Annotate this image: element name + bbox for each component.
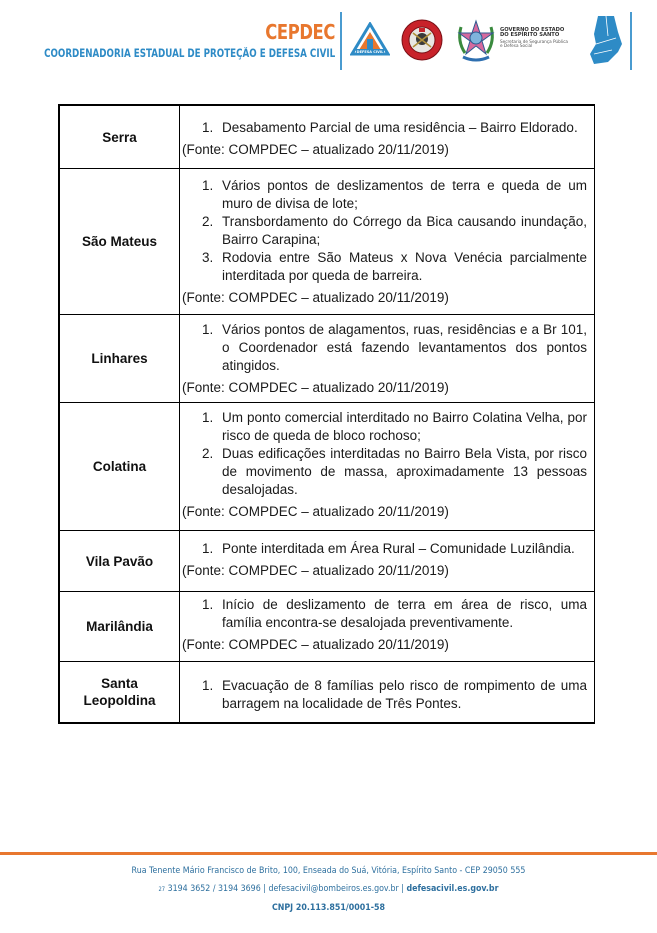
source-note: (Fonte: COMPDEC – atualizado 20/11/2019) [182,380,449,395]
area-code: 27 [158,886,166,893]
header-divider-right [630,12,632,70]
list-item: 1. Evacuação de 8 famílias pelo risco de rompimento de uma barragem na localidade de Três Pontes. [202,678,587,711]
description-cell [180,315,594,402]
list-item: 2. Duas edificações interditadas no Bairro Bela Vista, por risco de movimento de massa, aproximadamente 13 pessoas desalojadas. [202,446,587,497]
email-link[interactable]: defesacivil@bombeiros.es.gov.br [268,883,399,894]
source-note: (Fonte: COMPDEC – atualizado 20/11/2019) [182,290,449,305]
svg-text:DEFESA CIVIL: DEFESA CIVIL [356,50,384,54]
table-row [60,402,594,530]
footer-cnpj: CNPJ 20.113.851/0001-58 [271,902,386,913]
espirito-santo-coat-of-arms-icon [455,17,497,63]
defesa-civil-logo-icon [350,22,390,58]
header-divider [340,12,342,70]
city-cell: Marilândia [60,592,180,661]
source-note: (Fonte: COMPDEC – atualizado 20/11/2019) [182,563,449,578]
government-label: GOVERNO DO ESTADO DO ESPÍRITO SANTO Secretaria de Segurança Pública e Defesa Social [500,27,568,49]
document-footer [0,862,657,917]
footer-divider [0,852,657,855]
description-cell [180,592,594,661]
list-item: 1. Vários pontos de deslizamentos de terra e queda de um muro de divisa de lote; [202,178,587,211]
source-note: (Fonte: COMPDEC – atualizado 20/11/2019) [182,504,449,519]
table-row [60,314,594,402]
list-item: 1. Um ponto comercial interditado no Bairro Colatina Velha, por risco de queda de bloco rochoso; [202,410,587,443]
city-cell: Vila Pavão [60,531,180,591]
document-header [0,0,657,80]
table-row [60,106,594,168]
table-row [60,530,594,591]
brand-title: CEPDEC [265,20,335,44]
description-cell [180,169,594,314]
phone-numbers: 3194 3652 / 3194 3696 [167,883,261,894]
city-cell: Serra [60,106,180,168]
list-item: 3. Rodovia entre São Mateus x Nova Venécia parcialmente interditada por queda de barreira. [202,250,587,283]
list-item: 2. Transbordamento do Córrego da Bica causando inundação, Bairro Carapina; [202,214,587,247]
list-item: 1. Desabamento Parcial de uma residência – Bairro Eldorado. [202,120,578,135]
table-row [60,661,594,722]
list-item: 1. Início de deslizamento de terra em área de risco, uma família encontra-se desalojada preventivamente. [202,597,587,630]
list-item: 1. Ponte interditada em Área Rural – Comunidade Luzilândia. [202,541,575,556]
table-row [60,168,594,314]
city-cell: Colatina [60,403,180,530]
city-cell: São Mateus [60,169,180,314]
bombeiros-seal-icon [401,19,443,61]
city-cell: Santa Leopoldina [60,662,180,722]
espirito-santo-map-icon [588,14,624,66]
table-row [60,591,594,661]
footer-contacts: 27 3194 3652 / 3194 3696 | defesacivil@bombeiros.es.gov.br | defesacivil.es.gov.br [158,883,499,894]
list-item: 1. Vários pontos de alagamentos, ruas, residências e a Br 101, o Coordenador está fazendo levantamentos dos pontos atingidos. [202,322,587,373]
occurrences-table [58,104,595,724]
source-note: (Fonte: COMPDEC – atualizado 20/11/2019) [182,637,449,652]
footer-address: Rua Tenente Mário Francisco de Brito, 100, Enseada do Suá, Vitória, Espírito Santo - CEP 29050 555 [131,865,526,876]
description-cell [180,662,594,722]
brand-subtitle: COORDENADORIA ESTADUAL DE PROTEÇÃO E DEFESA CIVIL [43,47,335,60]
source-note: (Fonte: COMPDEC – atualizado 20/11/2019) [182,142,449,157]
description-cell [180,531,594,591]
website-link[interactable]: defesacivil.es.gov.br [406,883,499,894]
description-cell [180,106,594,168]
city-cell: Linhares [60,315,180,402]
description-cell [180,403,594,530]
